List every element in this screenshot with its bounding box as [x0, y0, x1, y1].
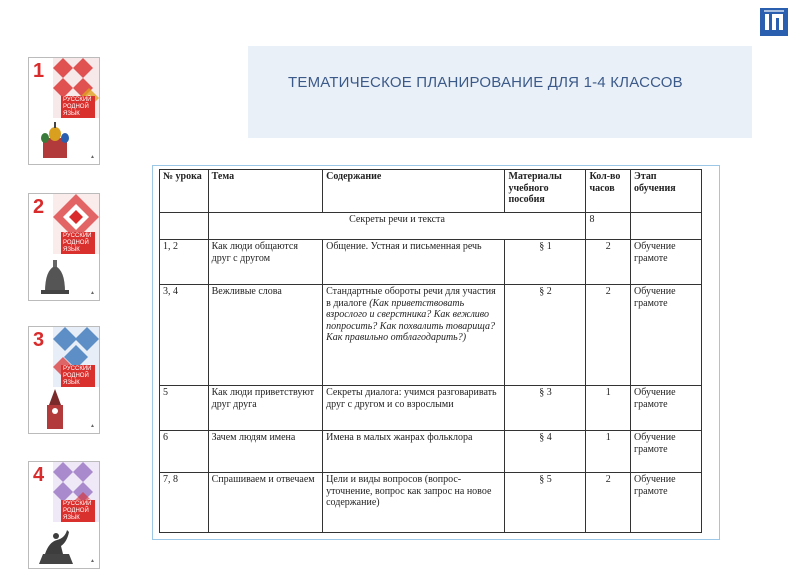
table-row — [160, 285, 702, 386]
book-cover-grade-3 — [28, 326, 100, 434]
header-materials: Материалы учебного пособия — [505, 170, 586, 213]
lesson-content: Цели и виды вопросов (вопрос-уточнение, вопрос как запрос на новое содержание) — [323, 473, 505, 533]
lesson-topic: Зачем людям имена — [208, 431, 322, 473]
cover-title: РУССКИЙ РОДНОЙ ЯЗЫК — [61, 96, 95, 118]
section-spacer — [160, 213, 209, 240]
lesson-hours: 2 — [586, 285, 631, 386]
lesson-number: 3, 4 — [160, 285, 209, 386]
publisher-logo-icon — [760, 8, 788, 36]
table-row — [160, 431, 702, 473]
lesson-content: Секреты диалога: учимся разговаривать друг с другом и со взрослыми — [323, 386, 505, 431]
table-row — [160, 473, 702, 533]
lesson-stage: Обучение грамоте — [631, 431, 702, 473]
table-header-row — [160, 170, 702, 213]
grade-number: 2 — [33, 196, 45, 218]
kremlin-tower-icon — [35, 385, 75, 429]
lesson-content-italic: (Как приветствовать взрослого и сверстника? Как вежливо попросить? Как похвалить товарища? Как правильно отблагодарить?) — [326, 297, 496, 343]
lesson-hours: 1 — [586, 386, 631, 431]
lesson-hours: 2 — [586, 240, 631, 285]
lesson-content: Общение. Устная и письменная речь — [323, 240, 505, 285]
lesson-topic: Как люди общаются друг с другом — [208, 240, 322, 285]
section-title: Секреты речи и текста — [208, 213, 586, 240]
book-cover-grade-4 — [28, 461, 100, 569]
lesson-topic: Спрашиваем и отвечаем — [208, 473, 322, 533]
bell-icon — [35, 252, 75, 296]
planning-table — [159, 169, 702, 533]
lesson-hours: 1 — [586, 431, 631, 473]
lesson-stage: Обучение грамоте — [631, 285, 702, 386]
bronze-horseman-icon — [35, 520, 75, 564]
header-lesson-number: № урока — [160, 170, 209, 213]
page-title: ТЕМАТИЧЕСКОЕ ПЛАНИРОВАНИЕ ДЛЯ 1-4 КЛАССОВ — [288, 74, 683, 91]
section-hours: 8 — [586, 213, 631, 240]
cover-title: РУССКИЙ РОДНОЙ ЯЗЫК — [61, 500, 95, 522]
table-row — [160, 240, 702, 285]
lesson-hours: 2 — [586, 473, 631, 533]
grade-number: 1 — [33, 60, 45, 82]
lesson-number: 1, 2 — [160, 240, 209, 285]
header-stage: Этап обучения — [631, 170, 702, 213]
lesson-material: § 2 — [505, 285, 586, 386]
cathedral-icon — [35, 116, 75, 160]
book-cover-grade-2 — [28, 193, 100, 301]
lesson-content: Имена в малых жанрах фольклора — [323, 431, 505, 473]
lesson-material: § 3 — [505, 386, 586, 431]
header-content: Содержание — [323, 170, 505, 213]
lesson-content — [323, 285, 505, 386]
lesson-number: 6 — [160, 431, 209, 473]
section-stage — [631, 213, 702, 240]
publisher-mark: ▲ — [90, 154, 95, 160]
lesson-stage: Обучение грамоте — [631, 473, 702, 533]
lesson-material: § 1 — [505, 240, 586, 285]
cover-title: РУССКИЙ РОДНОЙ ЯЗЫК — [61, 365, 95, 387]
publisher-mark: ▲ — [90, 558, 95, 564]
lesson-stage: Обучение грамоте — [631, 386, 702, 431]
publisher-mark: ▲ — [90, 423, 95, 429]
lesson-stage: Обучение грамоте — [631, 240, 702, 285]
lesson-content-main: Стандартные обороты речи для участия в диалоге — [326, 286, 496, 309]
lesson-material: § 4 — [505, 431, 586, 473]
cover-title: РУССКИЙ РОДНОЙ ЯЗЫК — [61, 232, 95, 254]
lesson-topic: Вежливые слова — [208, 285, 322, 386]
title-panel — [248, 46, 752, 138]
grade-number: 4 — [33, 464, 45, 486]
lesson-number: 7, 8 — [160, 473, 209, 533]
header-topic: Тема — [208, 170, 322, 213]
section-row — [160, 213, 702, 240]
lesson-number: 5 — [160, 386, 209, 431]
publisher-mark: ▲ — [90, 290, 95, 296]
lesson-material: § 5 — [505, 473, 586, 533]
lesson-topic: Как люди приветствуют друг друга — [208, 386, 322, 431]
table-row — [160, 386, 702, 431]
header-hours: Кол-во часов — [586, 170, 631, 213]
grade-number: 3 — [33, 329, 45, 351]
book-cover-grade-1 — [28, 57, 100, 165]
